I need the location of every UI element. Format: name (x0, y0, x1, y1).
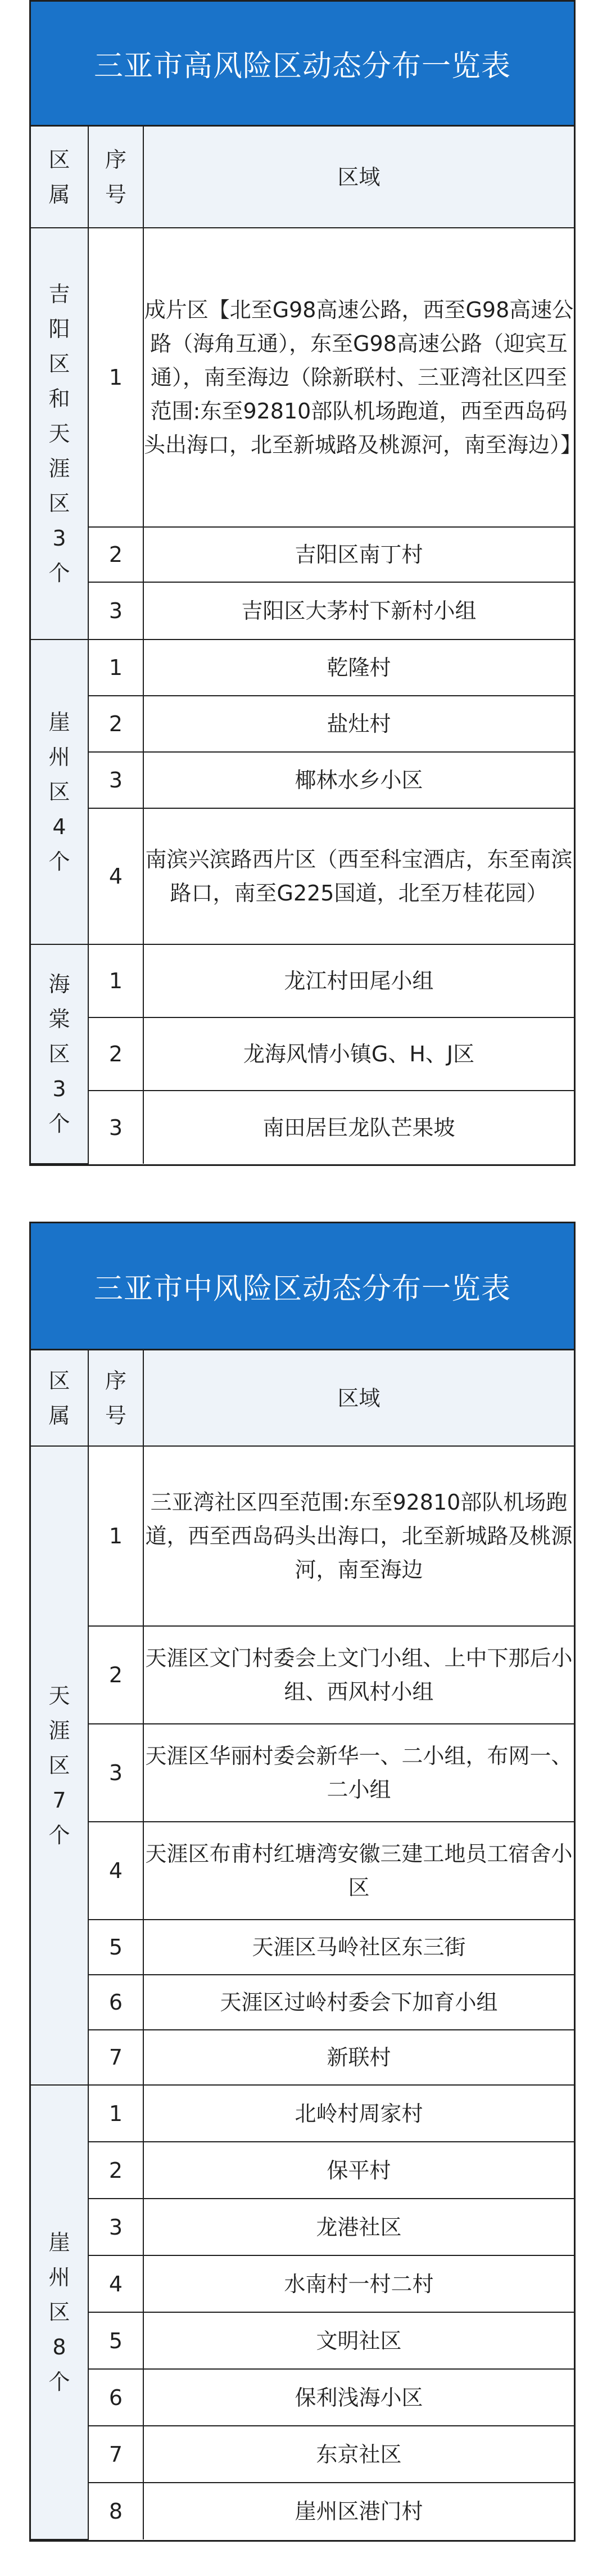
row-number: 1 (88, 944, 143, 1017)
area-cell: 天涯区马岭社区东三街 (143, 1920, 574, 1975)
row-number: 8 (88, 2483, 143, 2539)
row-number: 3 (88, 1724, 143, 1822)
area-cell: 吉阳区大茅村下新村小组 (143, 582, 574, 640)
area-cell: 天涯区华丽村委会新华一、二小组，布网一、二小组 (143, 1724, 574, 1822)
area-cell: 天涯区文门村委会上文门小组、上中下那后小组、西风村小组 (143, 1626, 574, 1724)
area-cell: 东京社区 (143, 2426, 574, 2483)
table-row (31, 1920, 574, 1975)
table-row (31, 808, 574, 944)
row-number: 1 (88, 228, 143, 527)
row-number: 6 (88, 2369, 143, 2426)
row-number: 6 (88, 1975, 143, 2030)
table-row (31, 2312, 574, 2369)
table-row (31, 944, 574, 1017)
high-risk-table (31, 127, 582, 1164)
table-header-row (31, 1350, 574, 1446)
area-cell: 天涯区过岭村委会下加育小组 (143, 1975, 574, 2030)
table-row (31, 752, 574, 808)
table-row (31, 1446, 574, 1626)
row-number: 1 (88, 2085, 143, 2142)
table-row (31, 1975, 574, 2030)
area-cell: 新联村 (143, 2030, 574, 2085)
table-row (31, 2369, 574, 2426)
district-cell: 崖州区4个 (31, 640, 88, 944)
row-number: 1 (88, 1446, 143, 1626)
district-cell: 天涯区7个 (31, 1446, 88, 2085)
area-cell: 盐灶村 (143, 696, 574, 752)
area-cell: 乾隆村 (143, 640, 574, 696)
area-cell: 吉阳区南丁村 (143, 527, 574, 582)
table-row (31, 1724, 574, 1822)
mid-risk-table-panel (29, 1222, 576, 2542)
header-district: 区属 (31, 127, 88, 228)
area-cell: 崖州区港门村 (143, 2483, 574, 2539)
table-row (31, 2030, 574, 2085)
header-area: 区域 (143, 1350, 574, 1446)
high-risk-table-panel (29, 0, 582, 1166)
row-number: 2 (88, 1626, 143, 1724)
area-cell: 文明社区 (143, 2312, 574, 2369)
row-number: 1 (88, 640, 143, 696)
table-header-row (31, 127, 574, 228)
district-cell: 崖州区8个 (31, 2085, 88, 2539)
table-row (31, 2085, 574, 2142)
area-cell: 保利浅海小区 (143, 2369, 574, 2426)
area-cell: 南滨兴滨路西片区（西至科宝酒店，东至南滨路口，南至G225国道，北至万桂花园） (143, 808, 574, 944)
table-row (31, 2255, 574, 2312)
row-number: 4 (88, 2255, 143, 2312)
header-area: 区域 (143, 127, 574, 228)
table-row (31, 1091, 574, 1164)
mid-risk-table (31, 1350, 574, 2540)
table-row (31, 228, 574, 527)
area-cell: 保平村 (143, 2142, 574, 2199)
area-cell: 三亚湾社区四至范围:东至92810部队机场跑道，西至西岛码头出海口，北至新城路及桃源河，南至海边 (143, 1446, 574, 1626)
row-number: 5 (88, 1920, 143, 1975)
row-number: 7 (88, 2426, 143, 2483)
header-num: 序号 (88, 127, 143, 228)
table-row (31, 2483, 574, 2539)
row-number: 7 (88, 2030, 143, 2085)
area-cell: 龙港社区 (143, 2199, 574, 2255)
row-number: 3 (88, 1091, 143, 1164)
area-cell: 椰林水乡小区 (143, 752, 574, 808)
row-number: 3 (88, 752, 143, 808)
row-number: 5 (88, 2312, 143, 2369)
table-row (31, 696, 574, 752)
header-district: 区属 (31, 1350, 88, 1446)
table-row (31, 2142, 574, 2199)
area-cell: 天涯区布甫村红塘湾安徽三建工地员工宿舍小区 (143, 1822, 574, 1920)
table-row (31, 1822, 574, 1920)
area-cell: 成片区【北至G98高速公路，西至G98高速公路（海角互通），东至G98高速公路（迎宾互通），南至海边（除新联村、三亚湾社区四至范围:东至92810部队机场跑道，西至西岛码头出海口，北至新城路及桃源河，南至海边）】 (143, 228, 574, 527)
table-row (31, 1626, 574, 1724)
table-row (31, 1017, 574, 1091)
area-cell: 南田居巨龙队芒果坡 (143, 1091, 574, 1164)
area-cell: 龙海风情小镇G、H、J区 (143, 1017, 574, 1091)
area-cell: 北岭村周家村 (143, 2085, 574, 2142)
table-row (31, 582, 574, 640)
table-row (31, 527, 574, 582)
row-number: 2 (88, 1017, 143, 1091)
area-cell: 龙江村田尾小组 (143, 944, 574, 1017)
district-cell: 海棠区3个 (31, 944, 88, 1164)
row-number: 2 (88, 696, 143, 752)
header-num: 序号 (88, 1350, 143, 1446)
table-row (31, 2199, 574, 2255)
row-number: 2 (88, 2142, 143, 2199)
high-risk-title: 三亚市高风险区动态分布一览表 (31, 2, 574, 127)
area-cell: 水南村一村二村 (143, 2255, 574, 2312)
row-number: 2 (88, 527, 143, 582)
row-number: 4 (88, 808, 143, 944)
row-number: 4 (88, 1822, 143, 1920)
district-cell: 吉阳区和天涯区3个 (31, 228, 88, 640)
mid-risk-title: 三亚市中风险区动态分布一览表 (31, 1223, 574, 1350)
table-row (31, 640, 574, 696)
row-number: 3 (88, 2199, 143, 2255)
row-number: 3 (88, 582, 143, 640)
table-row (31, 2426, 574, 2483)
